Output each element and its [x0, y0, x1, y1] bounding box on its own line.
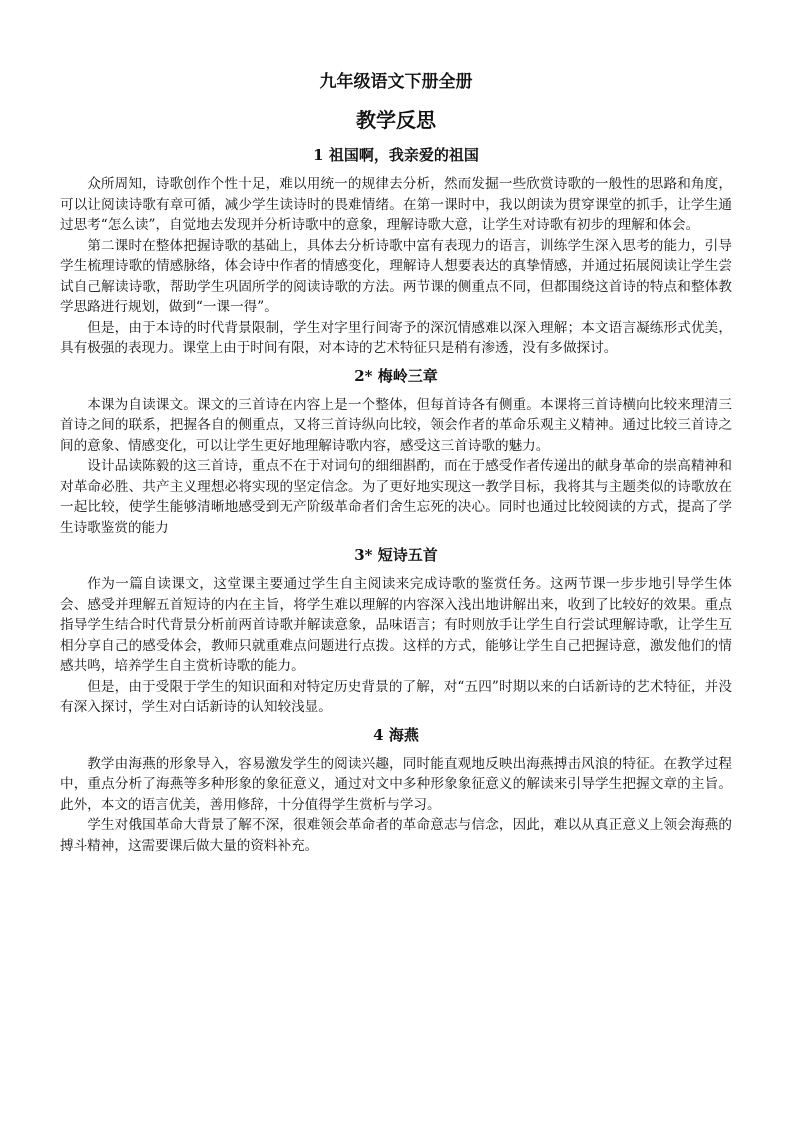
- paragraph: 设计品读陈毅的这三首诗，重点不在于对词句的细细斟酌，而在于感受作者传递出的献身革命的崇高精神和对革命必胜、共产主义理想必将实现的坚定信念。为了更好地实现这一教学目标，我将其与主题类似的诗歌放在一起比较，使学生能够清晰地感受到无产阶级革命者们舍生忘死的决心。同时也通过比较阅读的方式，提高了学生诗歌鉴赏的能力: [60, 458, 732, 536]
- paragraph: 但是，由于受限于学生的知识面和对特定历史背景的了解，对“五四”时期以来的白话新诗的艺术特征，并没有深入探讨，学生对白话新诗的认知较浅显。: [60, 678, 732, 715]
- paragraph: 但是，由于本诗的时代背景限制，学生对字里行间寄予的深沉情感难以深入理解；本文语言凝练形式优美，具有极强的表现力。课堂上由于时间有限，对本诗的艺术特征只是稍有渗透，没有多做探讨。: [60, 319, 732, 356]
- section-1: [60, 144, 732, 359]
- paragraph: 众所周知，诗歌创作个性十足，难以用统一的规律去分析，然而发掘一些欣赏诗歌的一般性的思路和角度，可以让阅读诗歌有章可循，减少学生读诗时的畏难情绪。在第一课时中，我以朗读为贯穿课堂的抓手，让学生通过思考“怎么读”，自觉地去发现并分析诗歌中的意象，理解诗歌大意，让学生对诗歌有初步的理解和体会。: [60, 176, 732, 233]
- paragraph: 作为一篇自读课文，这堂课主要通过学生自主阅读来完成诗歌的鉴赏任务。这两节课一步步地引导学生体会、感受并理解五首短诗的内在主旨，将学生难以理解的内容深入浅出地讲解出来，收到了比较好的效果。重点指导学生结合时代背景分析前两首诗歌并解读意象，品味语言；有时则放手让学生自行尝试理解诗歌，让学生互相分享自己的感受体会，教师只就重难点问题进行点拨。这样的方式，能够让学生自己把握诗意，激发他们的情感共鸣，培养学生自主赏析诗歌的能力。: [60, 576, 732, 674]
- paragraph: 本课为自读课文。课文的三首诗在内容上是一个整体，但每首诗各有侧重。本课将三首诗横向比较来理清三首诗之间的联系，把握各自的侧重点，又将三首诗纵向比较，领会作者的革命乐观主义精神。通过比较三首诗之间的意象、情感变化，可以让学生更好地理解诗歌内容，感受这三首诗歌的魅力。: [60, 396, 732, 454]
- paragraph: 教学由海燕的形象导入，容易激发学生的阅读兴趣，同时能直观地反映出海燕搏击风浪的特征。在教学过程中，重点分析了海燕等多种形象的象征意义，通过对文中多种形象象征意义的解读来引导学生把握文章的主旨。此外，本文的语言优美，善用修辞，十分值得学生赏析与学习。: [60, 755, 732, 813]
- document-body: [60, 70, 732, 856]
- document-subtitle: 教学反思: [356, 108, 436, 132]
- section-title: 3* 短诗五首: [354, 546, 438, 564]
- section-3: [60, 544, 732, 718]
- section-title: 1 祖国啊，我亲爱的祖国: [313, 146, 479, 164]
- paragraph: 第二课时在整体把握诗歌的基础上，具体去分析诗歌中富有表现力的语言，训练学生深入思考的能力，引导学生梳理诗歌的情感脉络，体会诗中作者的情感变化，理解诗人想要表达的真挚情感，并通过拓展阅读让学生尝试自己解读诗歌，帮助学生巩固所学的阅读诗歌的方法。两节课的侧重点不同，但都围绕这首诗的特点和整体教学思路进行规划，做到“一课一得”。: [60, 237, 732, 315]
- section-4: [60, 724, 732, 857]
- section-title: 4 海燕: [373, 725, 419, 744]
- paragraph: 学生对俄国革命大背景了解不深，很难领会革命者的革命意志与信念，因此，难以从真正意义上领会海燕的搏斗精神，这需要课后做大量的资料补充。: [60, 817, 732, 854]
- section-title: 2* 梅岭三章: [354, 366, 438, 385]
- document-title: 九年级语文下册全册: [319, 72, 473, 92]
- section-2: [60, 365, 732, 539]
